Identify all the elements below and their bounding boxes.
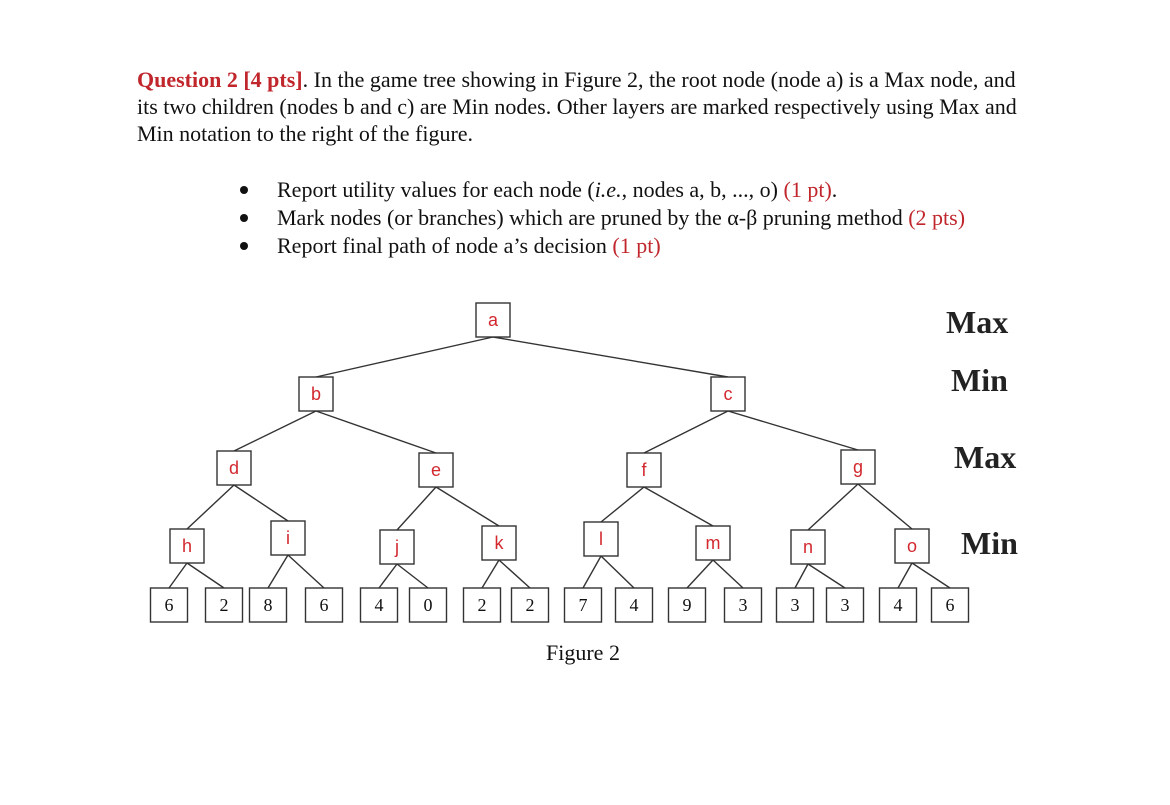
leaf-value: 4 [374,595,384,615]
task-text-post: , nodes a, b, ..., o) [621,177,784,202]
leaf-value: 6 [945,595,955,615]
leaf-value: 4 [629,595,639,615]
leaf-node [464,588,501,622]
task-italic: i.e. [594,177,622,202]
leaf-node [250,588,287,622]
leaf-edge [808,564,845,588]
node-label: n [802,537,814,557]
leaf-value: 2 [219,595,229,615]
tree-edge [316,337,493,377]
leaf-value: 3 [840,595,850,615]
node-label: b [310,384,322,404]
tree-edge [436,487,499,526]
leaf-node [725,588,762,622]
leaf-value: 2 [525,595,535,615]
leaf-edge [601,556,634,588]
leaf-edge [288,555,324,588]
tree-node-m [696,526,730,560]
leaf-node [880,588,917,622]
task-points: (1 pt) [612,233,661,258]
layer-label-max: Max [954,439,1017,475]
tree-edge [187,485,234,529]
leaf-node [616,588,653,622]
layer-label-min: Min [951,362,1008,398]
leaf-value: 4 [893,595,903,615]
leaf-value: 3 [790,595,800,615]
task-text: Report utility values for each node ( [277,177,595,202]
leaf-edge [268,555,288,588]
tree-node-k [482,526,516,560]
leaf-value: 0 [423,595,433,615]
task-points: (2 pts) [908,205,966,230]
leaf-value: 7 [578,595,588,615]
leaf-value: 2 [477,595,487,615]
question-heading: Question 2 [4 pts] [137,67,303,92]
leaf-value: 6 [319,595,329,615]
tree-node-b [299,377,333,411]
tree-edge [808,484,858,530]
node-label: f [641,460,647,480]
leaf-edge [912,563,950,588]
leaf-node [410,588,447,622]
tree-edge [728,411,858,450]
node-label: k [494,533,504,553]
leaf-edge [713,560,743,588]
leaf-edge [795,564,808,588]
node-label: g [852,457,864,477]
tree-edge [858,484,912,529]
leaf-node [512,588,549,622]
tree-node-o [895,529,929,563]
tree-edge [644,487,713,526]
tree-node-h [170,529,204,563]
tree-edge [493,337,728,377]
leaf-value: 8 [263,595,273,615]
leaf-node [206,588,243,622]
leaf-node [669,588,706,622]
leaf-edge [187,563,224,588]
leaf-edge [499,560,530,588]
tree-edge [316,411,436,453]
leaf-value: 3 [738,595,748,615]
tree-edge [234,411,316,451]
tree-edge [397,487,436,530]
leaf-node [306,588,343,622]
tree-node-d [217,451,251,485]
leaf-node [827,588,864,622]
leaf-node [932,588,969,622]
task-tail: . [831,177,838,202]
tree-edge [644,411,728,453]
node-label: l [599,529,603,549]
tree-node-e [419,453,453,487]
tree-node-c [711,377,745,411]
node-label: h [181,536,193,556]
tree-node-l [584,522,618,556]
tree-edge [234,485,288,521]
question-text: . In the game tree showing in Figure 2, the root node (node a) is a Max node, and its two children (nodes b and c) are Min nodes. Other layers are marked respectively using Max and Min notation to the right of the figure. [137,67,1017,146]
layer-label-min: Min [961,525,1018,561]
node-label: d [228,458,240,478]
node-label: j [395,537,399,557]
tree-edge [601,487,644,522]
tree-node-g [841,450,875,484]
leaf-node [565,588,602,622]
task-points: (1 pt) [783,177,832,202]
node-label: e [430,460,442,480]
leaf-edge [482,560,499,588]
leaf-edge [169,563,187,588]
tree-node-i [271,521,305,555]
node-label: o [906,536,918,556]
task-text: Mark nodes (or branches) which are pruned by the α-β pruning method [277,205,909,230]
leaf-edge [583,556,601,588]
node-label: c [723,384,733,404]
leaf-node [361,588,398,622]
leaf-value: 9 [682,595,692,615]
tree-node-f [627,453,661,487]
tree-node-j [380,530,414,564]
figure-caption: Figure 2 [546,640,620,665]
leaf-edge [898,563,912,588]
node-label: i [286,528,290,548]
tree-node-n [791,530,825,564]
tree-node-a [476,303,510,337]
leaf-node [151,588,188,622]
layer-label-max: Max [946,304,1009,340]
leaf-value: 6 [164,595,174,615]
task-text: Report final path of node a’s decision [277,233,613,258]
leaf-node [777,588,814,622]
leaf-edge [397,564,428,588]
leaf-edge [687,560,713,588]
node-label: a [487,310,499,330]
node-label: m [705,533,721,553]
leaf-edge [379,564,397,588]
